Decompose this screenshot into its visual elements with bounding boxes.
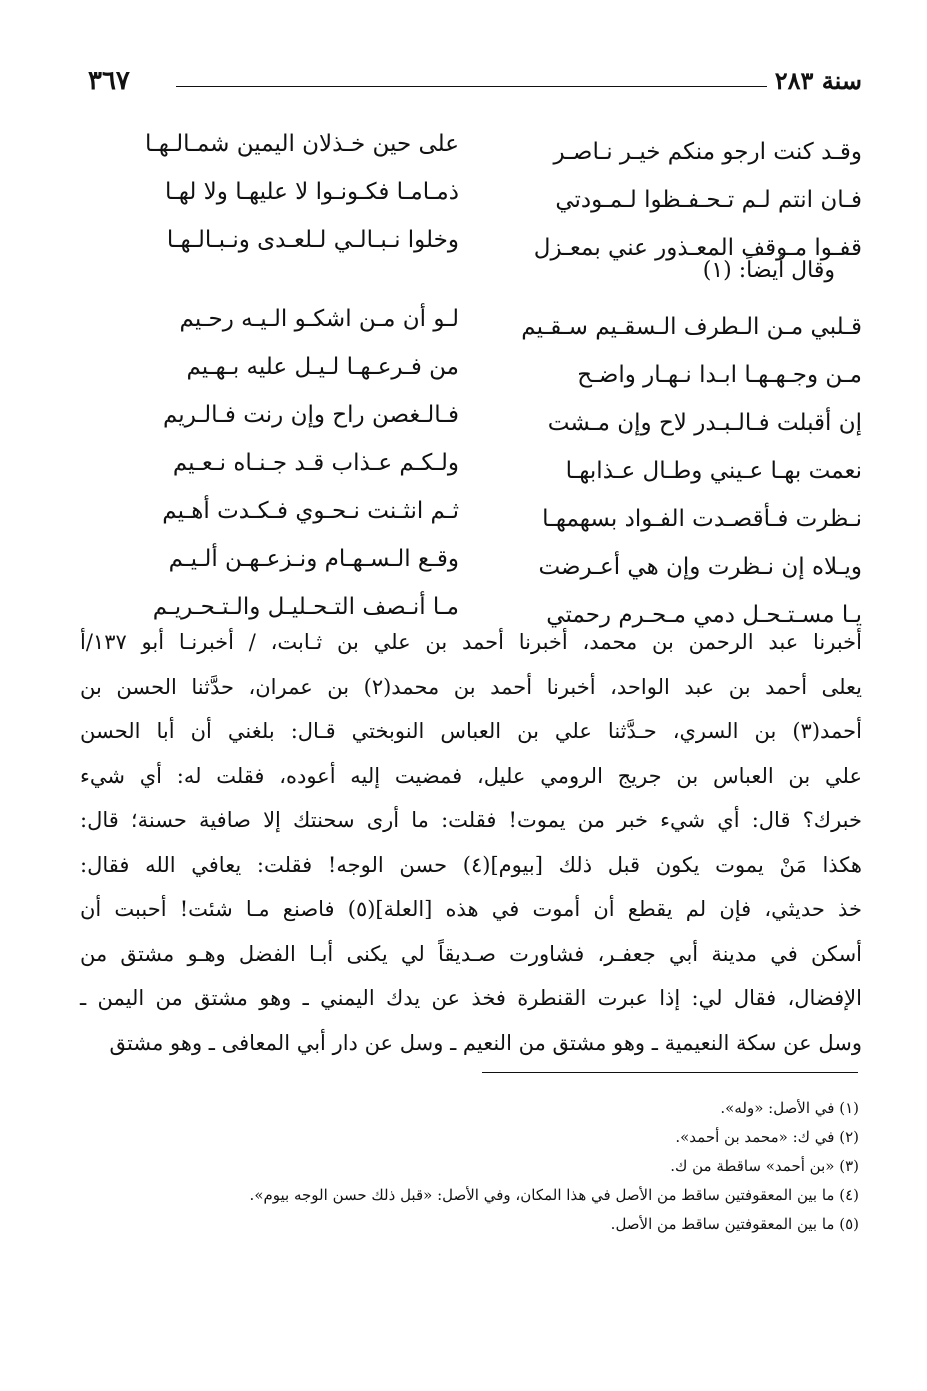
header-rule xyxy=(176,86,767,87)
poem2-first-hemistichs xyxy=(512,303,862,639)
verse-line: ثـم انثـنت نـحـوي فـكـدت أهـيم xyxy=(162,498,459,524)
verse-line: مـا أنـصف التـحـليـل والـتـحـريـم xyxy=(152,594,459,620)
footnote: (٤) ما بين المعقوفتين ساقط من الأصل في هذا المكان، وفي الأصل: «قبل ذلك حسن الوجه بيوم». xyxy=(249,1186,859,1204)
text-line: خبرك؟ قال: أي شيء خبر من يموت! فقلت: ما أرى سحنتك إلا صافية حسنة؛ قال: xyxy=(80,808,862,832)
text-line: أحمد(٣) بن السري، حـدَّثنا علي بن العباس النوبختي قـال: بلغني أن أبا الحسن xyxy=(80,719,862,743)
verse-line: فـان انتم لـم تـحـفـظوا لـمـودتي xyxy=(555,187,862,213)
text-line: الإفضال، فقال لي: إذا عبرت القنطرة فخذ عن يدك اليمني ـ وهو مشتق من اليمن ـ xyxy=(80,986,862,1010)
footnote: (٣) «بن أحمد» ساقطة من ك. xyxy=(670,1157,859,1175)
running-head-year: سنة ٢٨٣ xyxy=(774,66,862,95)
verse-line: ذمـامـا فكـونـوا لا عليهـا ولا لهـا xyxy=(165,179,459,205)
text-line: هكذا مَنْ يموت يكون قبل ذلك [بيوم](٤) حسن الوجه! فقلت: يعافي الله فقال: xyxy=(80,852,862,877)
poem2-second-hemistichs xyxy=(89,295,459,631)
footnote: (١) في الأصل: «وله». xyxy=(720,1099,859,1117)
verse-line: من فـرعـهـا لـيـل عليه بـهـيم xyxy=(186,354,459,380)
text-line: خذ حديثي، فإن لم يقطع أن أموت في هذه [العلة](٥) فاصنع مـا شئت! أحببت أن xyxy=(80,897,862,921)
text-line: وسل عن سكة النعيمية ـ وهو مشتق من النعيم ـ وسل عن دار أبي المعافى ـ وهو مشتق xyxy=(109,1030,862,1055)
verse-line: مـن وجـهـهـا ابـدا نـهـار واضـح xyxy=(577,362,862,388)
poem-intro: وقال أيضاً: (١) xyxy=(702,258,835,283)
verse-line: إن أقبلت فـالـبـدر لاح وإن مـشت xyxy=(547,410,862,436)
verse-line: قـلبي مـن الـطرف الـسقـيم سـقـيم xyxy=(521,314,862,340)
footnote: (٢) في ك: «محمد بن أحمد». xyxy=(675,1128,859,1146)
verse-line: قفـوا مـوقف المعـذور عني بمعـزل xyxy=(533,235,862,261)
footnote-rule xyxy=(482,1072,858,1073)
footnotes xyxy=(250,1094,859,1239)
text-line: يعلى أحمد بن عبد الواحد، أخبرنا أحمد بن محمد(٢) بن عمران، حدَّثنا الحسن بن xyxy=(80,674,862,699)
verse-line: على حين خـذلان اليمين شمـالـهـا xyxy=(145,131,459,157)
body-text xyxy=(80,620,862,1065)
poem1-first-hemistichs xyxy=(512,128,862,272)
verse-line: نـظرت فـأقصـدت الفـواد بسهمهـا xyxy=(542,506,862,532)
verse-line: نعمت بهـا عـيني وطـال عـذابهـا xyxy=(565,458,862,484)
verse-line: لـو أن مـن اشكـو الـيـه رحـيم xyxy=(179,306,459,332)
footnote: (٥) ما بين المعقوفتين ساقط من الأصل. xyxy=(610,1215,859,1233)
verse-line: ولـكـم عـذاب قـد جـنـاه نـعـيم xyxy=(172,450,459,476)
verse-line: وخلوا نـبـالـي لـلعـدى ونـبـالـهـا xyxy=(166,227,459,253)
verse-line: فـالـغصن راح وإن رنت فـالـريم xyxy=(163,402,459,428)
page-header xyxy=(88,62,862,102)
verse-line: ويـلاه إن نـظرت وإن هي أعـرضت xyxy=(538,554,862,580)
verse-line: وقـع الـسـهـام ونـزعـهـن ألـيـم xyxy=(168,546,459,572)
text-line: علي بن العباس بن جريج الرومي عليل، فمضيت إليه أعوده، فقلت له: أي شيء xyxy=(80,763,862,788)
text-line: أسكن في مدينة أبي جعفـر، فشاورت صـديقاً لي يكنى أبـا الفضل وهـو مشتق من xyxy=(80,941,862,966)
text-line: أخبرنا عبد الرحمن بن محمد، أخبرنا أحمد بن علي بن ثـابت، / أخبرنـا أبو ١٣٧/أ xyxy=(80,630,862,654)
verse-line: وقـد كنت ارجو منكم خيـر نـاصـر xyxy=(553,139,862,165)
poem1-second-hemistichs xyxy=(89,120,459,264)
verse-line: يـا مسـتـحـل دمي مـحـرم رحمتي xyxy=(546,602,862,628)
page-number: ٣٦٧ xyxy=(88,66,130,96)
